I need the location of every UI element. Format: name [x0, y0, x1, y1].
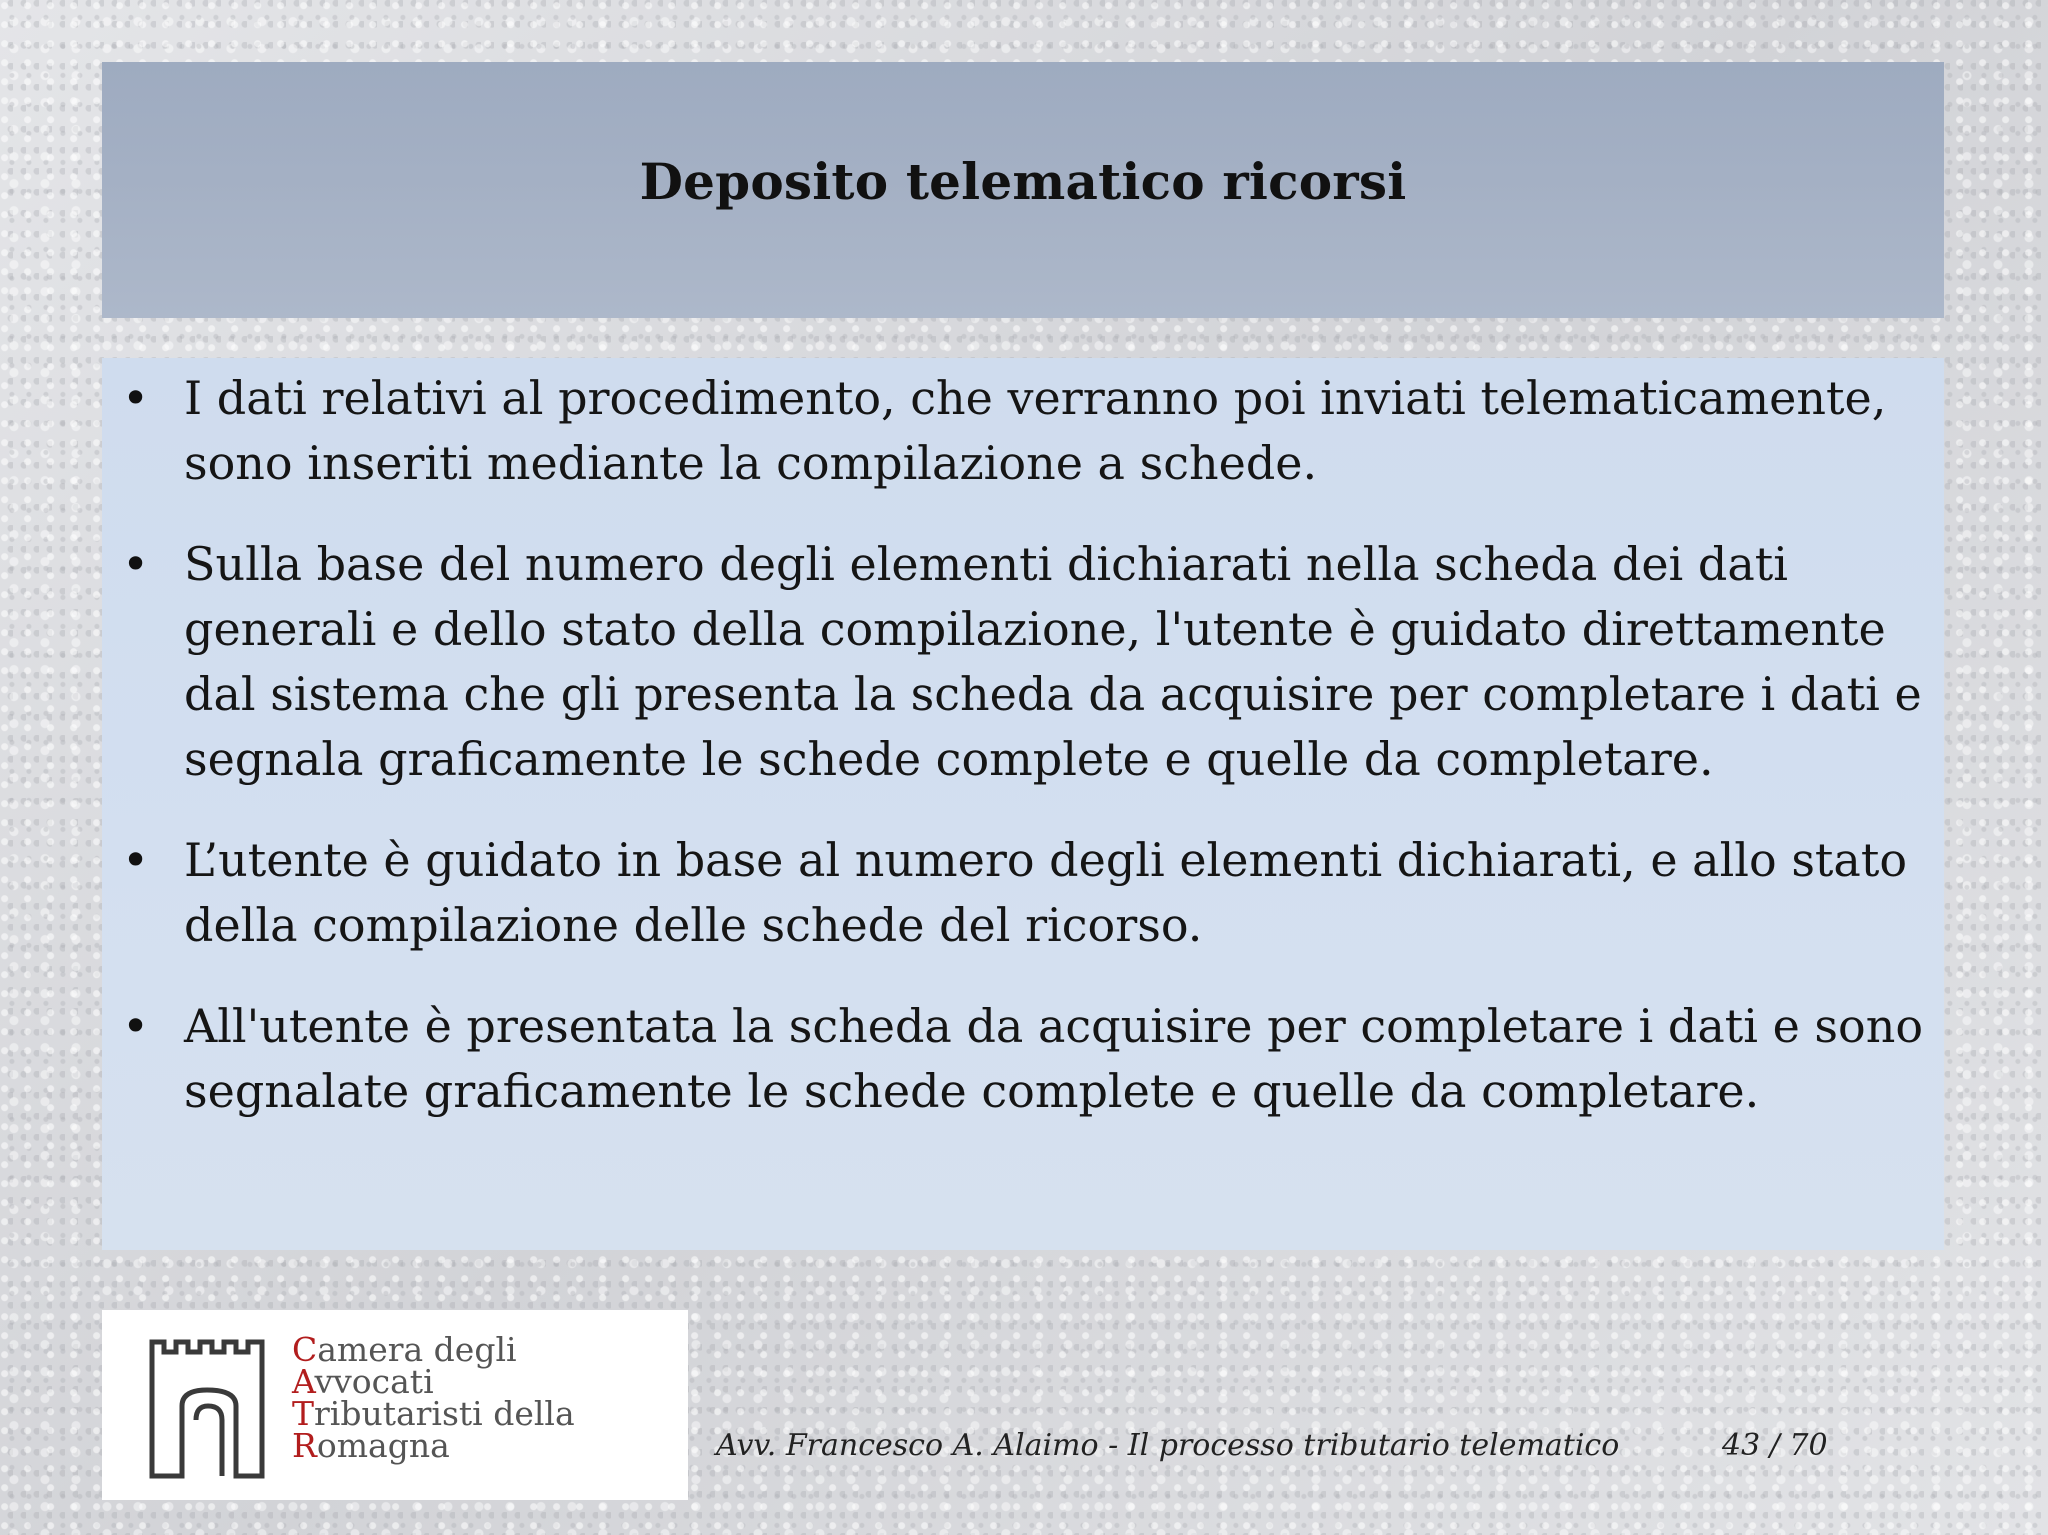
logo-line: Avvocati [292, 1362, 434, 1401]
bullet-icon: • [122, 371, 150, 425]
castle-tower-icon [148, 1336, 266, 1480]
content-box [102, 358, 1944, 1250]
logo-text [292, 1330, 575, 1465]
logo-line: Camera degli [292, 1330, 517, 1369]
bullet-text: Sulla base del numero degli elementi dichiarati nella scheda dei dati generali e dello stato della compilazione, l'utente è guidato direttamente dal sistema che gli presenta la scheda da acquisire per completare i dati e segnala graficamente le schede complete e quelle da completare. [184, 537, 1922, 786]
bullet-icon: • [122, 999, 150, 1053]
bullet-text: L’utente è guidato in base al numero degli elementi dichiarati, e allo stato della compilazione delle schede del ricorso. [184, 833, 1908, 952]
slide-title: Deposito telematico ricorsi [639, 151, 1407, 211]
organization-logo [102, 1310, 688, 1500]
footer-author: Avv. Francesco A. Alaimo - Il processo tributario telematico [716, 1428, 1620, 1463]
bullet-icon: • [122, 833, 150, 887]
logo-line: Romagna [292, 1426, 450, 1465]
bullet-icon: • [122, 537, 150, 591]
logo-line: Tributaristi della [292, 1394, 575, 1433]
bullet-text: I dati relativi al procedimento, che verranno poi inviati telematicamente, sono inseriti mediante la compilazione a schede. [184, 371, 1887, 490]
title-bar [102, 62, 1944, 318]
bullet-text: All'utente è presentata la scheda da acquisire per completare i dati e sono segnalate graficamente le schede complete e quelle da completare. [184, 999, 1924, 1118]
page-number: 43 / 70 [1722, 1428, 1828, 1463]
